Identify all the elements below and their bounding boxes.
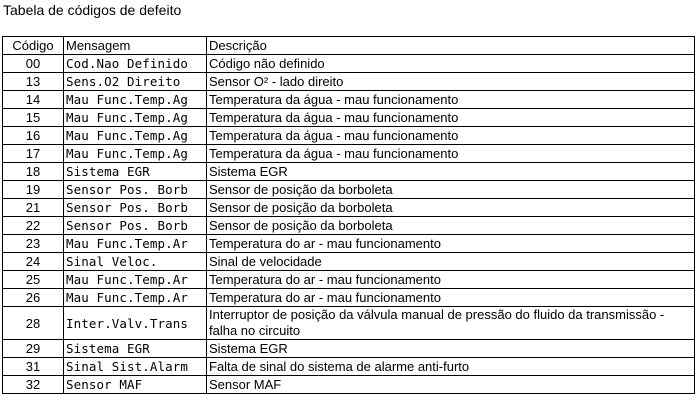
table-row [3, 235, 695, 253]
message-cell: Sistema EGR [64, 340, 207, 358]
message-cell: Mau Func.Temp.Ar [64, 289, 207, 307]
code-cell: 22 [3, 217, 64, 235]
message-cell: Mau Func.Temp.Ar [64, 271, 207, 289]
description-cell: Sensor de posição da borboleta [207, 217, 695, 235]
description-cell: Sistema EGR [207, 340, 695, 358]
code-cell: 24 [3, 253, 64, 271]
header-code: Código [3, 37, 64, 55]
message-cell: Cod.Nao Definido [64, 55, 207, 73]
message-cell: Sinal Veloc. [64, 253, 207, 271]
message-cell: Sensor Pos. Borb [64, 181, 207, 199]
message-cell: Sensor MAF [64, 376, 207, 394]
table-row [3, 91, 695, 109]
header-description: Descrição [207, 37, 695, 55]
message-cell: Mau Func.Temp.Ar [64, 235, 207, 253]
description-cell: Temperatura da água - mau funcionamento [207, 127, 695, 145]
message-cell: Mau Func.Temp.Ag [64, 109, 207, 127]
table-row [3, 358, 695, 376]
code-cell: 28 [3, 307, 64, 340]
description-cell: Código não definido [207, 55, 695, 73]
code-cell: 29 [3, 340, 64, 358]
table-row [3, 181, 695, 199]
message-cell: Mau Func.Temp.Ag [64, 145, 207, 163]
code-cell: 17 [3, 145, 64, 163]
message-cell: Sensor Pos. Borb [64, 217, 207, 235]
table-row [3, 253, 695, 271]
description-cell: Interruptor de posição da válvula manual de pressão do fluido da transmissão - falha no circuito [207, 307, 695, 340]
table-row [3, 307, 695, 340]
description-cell: Sensor de posição da borboleta [207, 181, 695, 199]
table-row [3, 199, 695, 217]
message-cell: Mau Func.Temp.Ag [64, 127, 207, 145]
description-cell: Sensor O² - lado direito [207, 73, 695, 91]
description-cell: Temperatura do ar - mau funcionamento [207, 289, 695, 307]
description-cell: Temperatura do ar - mau funcionamento [207, 235, 695, 253]
table-row [3, 109, 695, 127]
page-title: Tabela de códigos de defeito [3, 2, 182, 18]
code-cell: 32 [3, 376, 64, 394]
table-header-row [3, 37, 695, 55]
table-row [3, 217, 695, 235]
table-row [3, 73, 695, 91]
description-cell: Sinal de velocidade [207, 253, 695, 271]
code-cell: 25 [3, 271, 64, 289]
message-cell: Sinal Sist.Alarm [64, 358, 207, 376]
code-cell: 14 [3, 91, 64, 109]
description-cell: Sensor MAF [207, 376, 695, 394]
header-message: Mensagem [64, 37, 207, 55]
message-cell: Sens.O2 Direito [64, 73, 207, 91]
description-cell: Temperatura da água - mau funcionamento [207, 109, 695, 127]
table-row [3, 376, 695, 394]
table-row [3, 145, 695, 163]
message-cell: Sistema EGR [64, 163, 207, 181]
table-row [3, 289, 695, 307]
code-cell: 19 [3, 181, 64, 199]
description-cell: Temperatura do ar - mau funcionamento [207, 271, 695, 289]
description-cell: Sistema EGR [207, 163, 695, 181]
description-cell: Sensor de posição da borboleta [207, 199, 695, 217]
code-cell: 16 [3, 127, 64, 145]
message-cell: Inter.Valv.Trans [64, 307, 207, 340]
code-cell: 26 [3, 289, 64, 307]
code-cell: 31 [3, 358, 64, 376]
table-row [3, 271, 695, 289]
table-row [3, 163, 695, 181]
code-cell: 21 [3, 199, 64, 217]
code-cell: 18 [3, 163, 64, 181]
description-cell: Temperatura da água - mau funcionamento [207, 91, 695, 109]
table-row [3, 55, 695, 73]
code-cell: 23 [3, 235, 64, 253]
description-cell: Temperatura da água - mau funcionamento [207, 145, 695, 163]
code-cell: 15 [3, 109, 64, 127]
message-cell: Mau Func.Temp.Ag [64, 91, 207, 109]
description-cell: Falta de sinal do sistema de alarme anti-furto [207, 358, 695, 376]
code-cell: 13 [3, 73, 64, 91]
table-row [3, 340, 695, 358]
message-cell: Sensor Pos. Borb [64, 199, 207, 217]
code-cell: 00 [3, 55, 64, 73]
table-row [3, 127, 695, 145]
defect-code-table [2, 36, 695, 394]
